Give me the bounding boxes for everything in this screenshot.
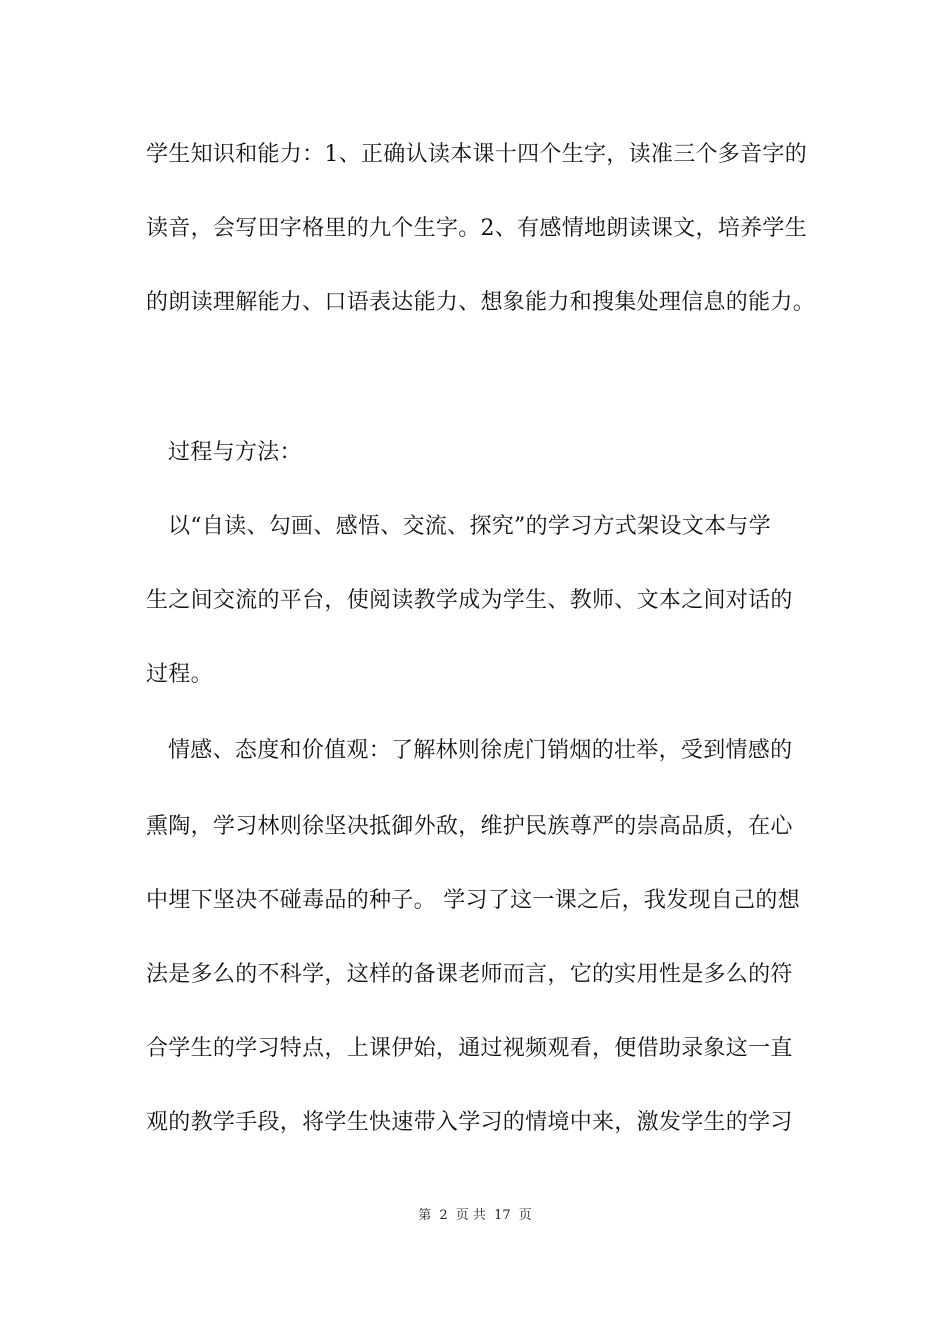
footer-suffix: 页	[518, 1208, 532, 1223]
body-text-line: 读音，会写田字格里的九个生字。2、有感情地朗读课文，培养学生	[146, 216, 807, 241]
footer-middle: 页 共	[455, 1208, 486, 1223]
body-text-line: 过程。	[146, 662, 213, 687]
body-text-line: 情感、态度和价值观：了解林则徐虎门销烟的壮举，受到情感的	[168, 738, 793, 763]
body-text-line: 熏陶，学习林则徐坚决抵御外敌，维护民族尊严的崇高品质，在心	[146, 814, 793, 839]
footer-current-page: 2	[439, 1208, 448, 1223]
footer-total-pages: 17	[494, 1208, 511, 1223]
body-text-line: 观的教学手段，将学生快速带入学习的情境中来，激发学生的学习	[146, 1110, 793, 1135]
page-footer	[0, 1207, 950, 1225]
body-text-line: 学生知识和能力：1、正确认读本课十四个生字，读准三个多音字的	[146, 142, 807, 167]
body-text-line: 法是多么的不科学，这样的备课老师而言，它的实用性是多么的符	[146, 962, 793, 987]
body-text-line: 的朗读理解能力、口语表达能力、想象能力和搜集处理信息的能力。	[146, 290, 816, 315]
body-text-line: 合学生的学习特点，上课伊始，通过视频观看，便借助录象这一直	[146, 1036, 793, 1061]
body-text-line: 生之间交流的平台，使阅读教学成为学生、教师、文本之间对话的	[146, 588, 793, 613]
footer-prefix: 第	[418, 1208, 432, 1223]
section-heading: 过程与方法：	[168, 440, 302, 465]
body-text-line: 以“自读、勾画、感悟、交流、探究”的学习方式架设文本与学	[168, 514, 771, 539]
body-text-line: 中埋下坚决不碰毒品的种子。 学习了这一课之后，我发现自己的想	[146, 888, 800, 913]
